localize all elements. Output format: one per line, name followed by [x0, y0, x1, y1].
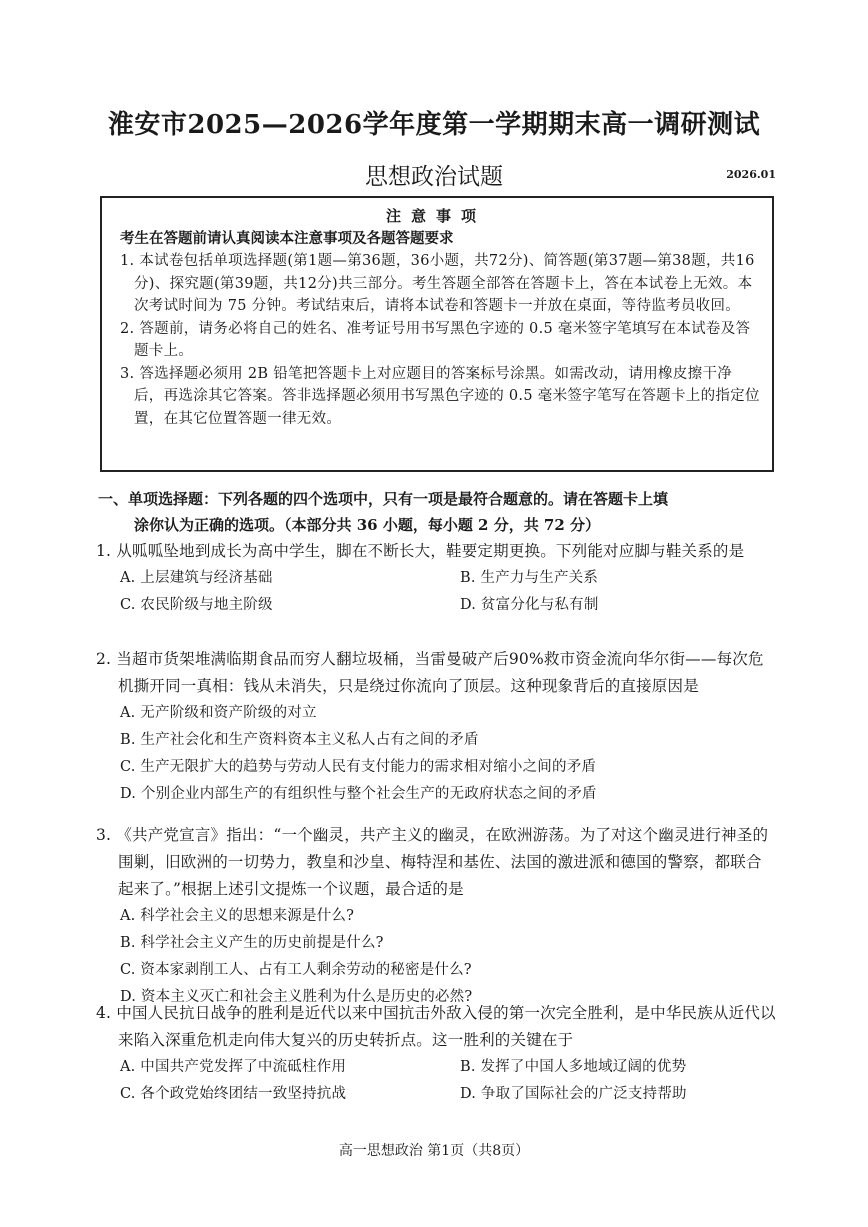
question-1: [96, 538, 776, 619]
question-4: [96, 1000, 776, 1108]
notice-subtitle: 考生在答题前请认真阅读本注意事项及各题答题要求: [120, 230, 454, 247]
question-3: [96, 822, 776, 1011]
question-2: [96, 646, 776, 808]
option-a: A. 上层建筑与经济基础: [120, 570, 273, 586]
option-row: [96, 592, 776, 619]
question-stem: 3. 《共产党宣言》指出：“一个幽灵，共产主义的幽灵，在欧洲游荡。为了对这个幽灵进行神圣的围剿，旧欧洲的一切势力，教皇和沙皇、梅特涅和基佐、法国的激进派和德国的警察，都联合起来了。”根据上述引文提炼一个议题，最合适的是: [96, 826, 769, 898]
option-b: B. 科学社会主义产生的历史前提是什么?: [120, 935, 384, 951]
option-b: B. 发挥了中国人多地域辽阔的优势: [460, 1059, 687, 1075]
exam-subtitle: 思想政治试题: [365, 164, 503, 190]
option-a: A. 无产阶级和资产阶级的对立: [120, 705, 317, 721]
section-heading: [98, 486, 778, 538]
notice-item: 1. 本试卷包括单项选择题(第1题—第36题，36小题，共72分)、简答题(第37题—第38题，共16分)、探究题(第39题，共12分)共三部分。考生答题全部答在答题卡上，答在本试卷上无效。本次考试时间为 75 分钟。考试结束后，请将本试卷和答题卡一并放在桌面，等待监考员收回。: [120, 253, 755, 314]
question-stem: 2. 当超市货架堆满临期食品而穷人翻垃圾桶，当雷曼破产后90%救市资金流向华尔街——每次危机撕开同一真相：钱从未消失，只是绕过你流向了顶层。这种现象背后的直接原因是: [96, 650, 764, 695]
option-row: [96, 565, 776, 592]
option-c: C. 资本家剥削工人、占有工人剩余劳动的秘密是什么?: [120, 962, 472, 978]
notice-title: 注意事项: [385, 207, 486, 225]
option-b: B. 生产力与生产关系: [460, 570, 599, 586]
question-stem: 1. 从呱呱坠地到成长为高中学生，脚在不断长大，鞋要定期更换。下列能对应脚与鞋关系的是: [96, 542, 745, 560]
option-row: [96, 1054, 776, 1081]
option-d: D. 个别企业内部生产的有组织性与整个社会生产的无政府状态之间的矛盾: [120, 786, 597, 802]
exam-date: 2026.01: [726, 168, 776, 181]
section-heading-line: 一、单项选择题：下列各题的四个选项中，只有一项是最符合题意的。请在答题卡上填: [98, 490, 669, 508]
notice-box: [100, 196, 774, 472]
section-heading-line: 涂你认为正确的选项。（本部分共 36 小题，每小题 2 分，共 72 分）: [134, 516, 601, 534]
notice-item: 2. 答题前，请务必将自己的姓名、准考证号用书写黑色字迹的 0.5 毫米签字笔填写在本试卷及答题卡上。: [120, 320, 751, 359]
option-d: D. 争取了国际社会的广泛支持帮助: [460, 1086, 687, 1102]
option-b: B. 生产社会化和生产资料资本主义私人占有之间的矛盾: [120, 732, 479, 748]
option-d: D. 贫富分化与私有制: [460, 597, 599, 613]
option-c: C. 生产无限扩大的趋势与劳动人民有支付能力的需求相对缩小之间的矛盾: [120, 759, 597, 775]
option-d: D. 资本主义灭亡和社会主义胜利为什么是历史的必然?: [120, 989, 473, 1005]
option-a: A. 科学社会主义的思想来源是什么?: [120, 908, 355, 924]
page-footer: 高一思想政治 第1页（共8页）: [338, 1143, 530, 1159]
option-row: [96, 1081, 776, 1108]
option-a: A. 中国共产党发挥了中流砥柱作用: [120, 1059, 347, 1075]
question-stem: 4. 中国人民抗日战争的胜利是近代以来中国抗击外敌入侵的第一次完全胜利，是中华民族从近代以来陷入深重危机走向伟大复兴的历史转折点。这一胜利的关键在于: [96, 1004, 776, 1049]
notice-item: 3. 答选择题必须用 2B 铅笔把答题卡上对应题目的答案标号涂黑。如需改动，请用橡皮擦干净后，再选涂其它答案。答非选择题必须用书写黑色字迹的 0.5 毫米签字笔写在答题卡上的指定位置，在其它位置答题一律无效。: [120, 365, 760, 427]
option-c: C. 各个政党始终团结一致坚持抗战: [120, 1086, 347, 1102]
option-c: C. 农民阶级与地主阶级: [120, 597, 273, 613]
exam-title: 淮安市2025—2026学年度第一学期期末高一调研测试: [107, 110, 761, 140]
